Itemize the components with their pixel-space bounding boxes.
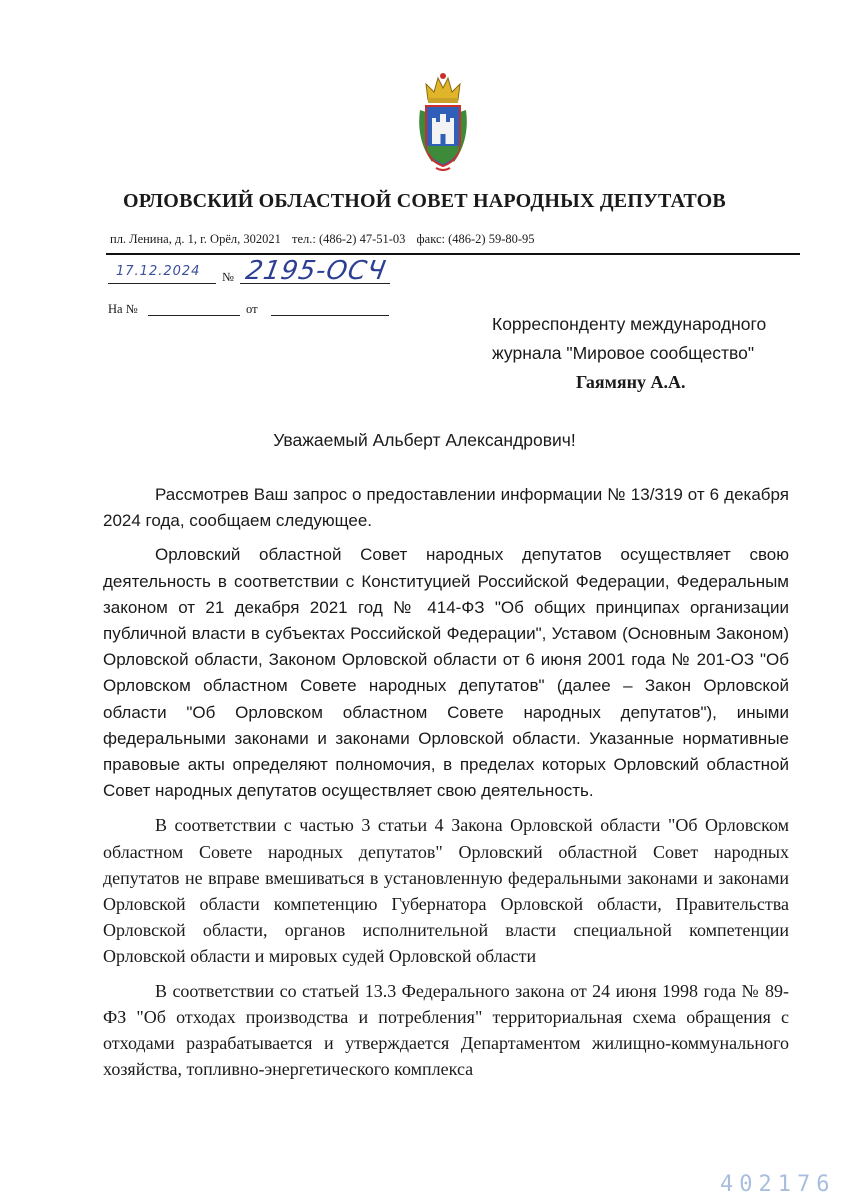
organization-title: ОРЛОВСКИЙ ОБЛАСТНОЙ СОВЕТ НАРОДНЫХ ДЕПУТАТОВ — [123, 190, 726, 212]
header-divider — [106, 253, 800, 255]
phone-number: тел.: (486-2) 47-51-03 — [292, 232, 406, 246]
salutation: Уважаемый Альберт Александрович! — [273, 430, 576, 450]
fax-number: факс: (486-2) 59-80-95 — [416, 232, 535, 246]
letter-body — [103, 482, 789, 1090]
registration-date: 17.12.2024 — [116, 264, 201, 279]
paragraph-2: Орловский областной Совет народных депутатов осуществляет свою деятельность в соответствии с Конституцией Российской Федерации, Федеральным законом от 21 декабря 2021 год № 414-ФЗ "Об общих принципах организации публичной власти в субъектах Российской Федерации", Уставом (Основным Законом) Орловской области, Законом Орловской области от 6 июня 2001 года № 201-ОЗ "Об Орловском областном Совете народных депутатов" (далее – Закон Орловской области "Об Орловском областном Совете народных депутатов"), иными федеральными законами и законами Орловской области. Указанные нормативные правовые акты определяют полномочия, в пределах которых Орловский областной Совет народных депутатов осуществляет свою деятельность. — [103, 545, 789, 801]
paragraph-1: Рассмотрев Ваш запрос о предоставлении информации № 13/319 от 6 декабря 2024 года, сообщаем следующее. — [103, 485, 789, 531]
date-underline — [108, 283, 216, 284]
from-underline — [271, 315, 389, 316]
registration-line — [108, 256, 448, 288]
postal-address: пл. Ленина, д. 1, г. Орёл, 302021 — [110, 232, 281, 246]
oryol-oblast-coat-of-arms-icon — [414, 70, 472, 172]
addressee-line-2: журнала "Мировое сообщество" — [492, 343, 755, 363]
registration-number: 2195-ОСЧ — [243, 256, 389, 286]
document-stamp-number: 402176 — [720, 1172, 836, 1197]
in-reply-underline — [148, 315, 240, 316]
addressee-block — [492, 310, 812, 368]
paragraph-4: В соответствии со статьей 13.3 Федерального закона от 24 июня 1998 года № 89-ФЗ "Об отходах производства и потребления" территориальная схема обращения с отходами разрабатывается и утверждается Департаментом жилищно-коммунального хозяйства, топливно-энергетического комплекса — [103, 980, 789, 1080]
addressee-name: Гаямяну А.А. — [576, 372, 686, 392]
number-underline — [240, 283, 390, 284]
contact-line — [110, 232, 543, 247]
number-label: № — [222, 270, 234, 284]
from-label: от — [246, 302, 258, 316]
paragraph-3: В соответствии с частью 3 статьи 4 Закона Орловской области "Об Орловском областном Совете народных депутатов" Орловский областной Совет народных депутатов не вправе вмешиваться в установленную федеральными законами и законами Орловской области компетенцию Губернатора Орловской области, Правительства Орловской области, органов исполнительной власти специальной компетенции Орловской области и мировых судей Орловской области — [103, 815, 789, 967]
addressee-line-1: Корреспонденту международного — [492, 314, 767, 334]
reference-line — [108, 302, 408, 322]
in-reply-label: На № — [108, 302, 138, 316]
